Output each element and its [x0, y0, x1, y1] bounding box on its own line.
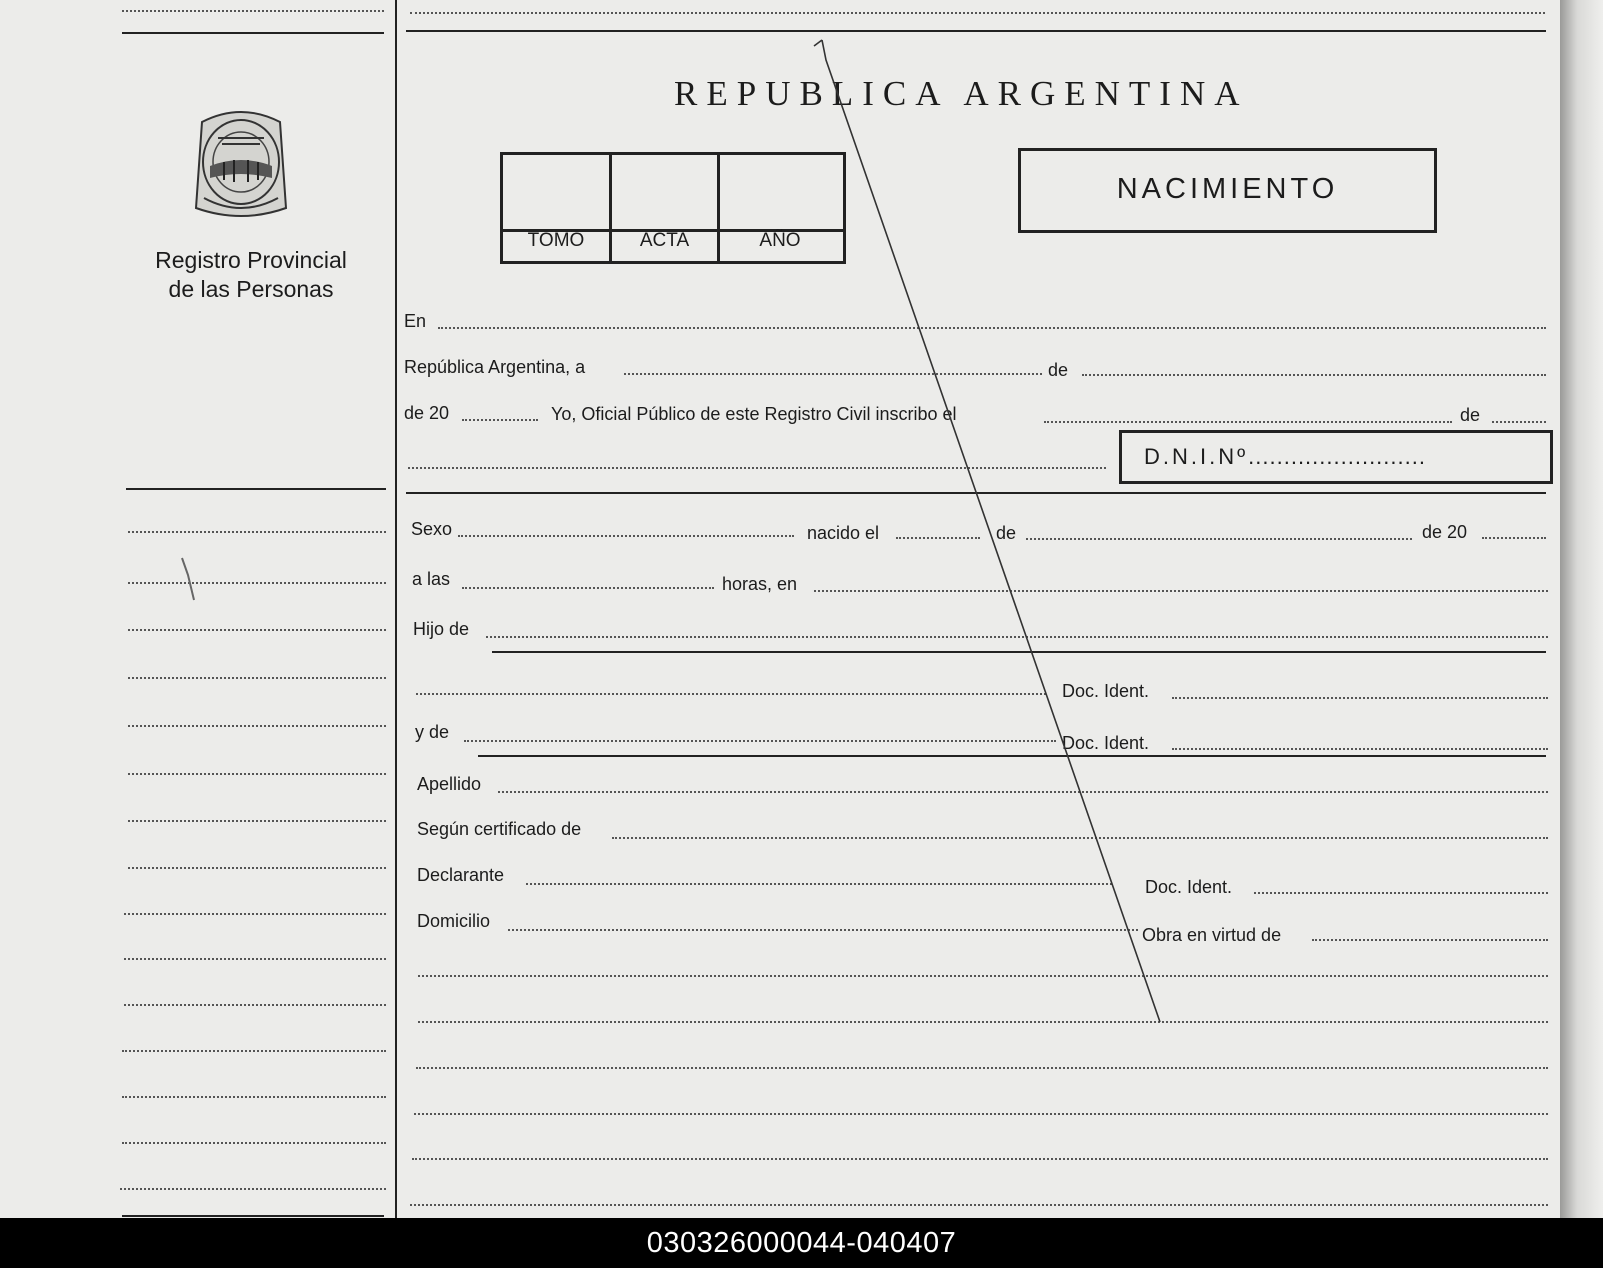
declarante-doc-field[interactable] [1254, 892, 1548, 894]
dni-lead-field[interactable] [408, 467, 1106, 469]
dni-box[interactable] [1119, 430, 1553, 484]
sexo-field[interactable] [458, 535, 794, 537]
top-dotted-left [122, 10, 384, 12]
top-rule-right [406, 30, 1546, 32]
apellido-label: Apellido [417, 774, 482, 794]
page-edge [1560, 0, 1603, 1218]
inscribo-de-field[interactable] [1492, 421, 1546, 423]
father-field[interactable] [486, 636, 1548, 638]
act-type-label: NACIMIENTO [1116, 173, 1339, 205]
nacido-label: nacido el [807, 523, 880, 543]
margin-line [128, 820, 386, 822]
obra-field[interactable] [1312, 939, 1548, 941]
declarante-field[interactable] [526, 883, 1112, 885]
registry-line-2: de las Personas [168, 276, 334, 302]
doc-ident-label: Doc. Ident. [1145, 877, 1233, 897]
month-field[interactable] [1082, 374, 1546, 376]
parents-rule-2 [478, 755, 1546, 757]
inscribo-field[interactable] [1044, 421, 1452, 423]
acta-label: ACTA [639, 230, 690, 251]
margin-line [124, 913, 386, 915]
a-las-label: a las [412, 569, 451, 589]
birth-year-field[interactable] [1482, 537, 1546, 539]
doc-ident-label: Doc. Ident. [1062, 681, 1150, 701]
birth-month-field[interactable] [1026, 538, 1412, 540]
y-de-label: y de [415, 722, 450, 742]
domicilio-field[interactable] [508, 929, 1138, 931]
notes-line[interactable] [410, 1204, 1548, 1206]
mother-field[interactable] [464, 740, 1056, 742]
republica-label: República Argentina, a [404, 357, 586, 377]
margin-line [124, 958, 386, 960]
place-field[interactable] [814, 590, 1548, 592]
margin-line [128, 725, 386, 727]
year-prefix-label: de 20 [404, 403, 450, 423]
hijo-label: Hijo de [413, 619, 470, 639]
certificado-field[interactable] [612, 837, 1548, 839]
father-line-2[interactable] [416, 693, 1046, 695]
margin-line [124, 1004, 386, 1006]
section-rule [406, 492, 1546, 494]
notes-line[interactable] [418, 1021, 1548, 1023]
sexo-label: Sexo [411, 519, 453, 539]
de-label: de [1048, 360, 1069, 380]
top-rule-left [122, 32, 384, 34]
de-label: de [1460, 405, 1481, 425]
en-label: En [404, 311, 427, 331]
tomo-label: TOMO [527, 230, 585, 251]
margin-line [128, 582, 386, 584]
declarante-label: Declarante [417, 865, 505, 885]
horas-label: horas, en [722, 574, 798, 594]
de-label: de [996, 523, 1017, 543]
registry-line-1: Registro Provincial [155, 247, 347, 273]
top-dotted-right [410, 12, 1545, 14]
obra-label: Obra en virtud de [1142, 925, 1282, 945]
year-field[interactable] [462, 419, 538, 421]
year-prefix-label: de 20 [1422, 522, 1468, 542]
birth-day-field[interactable] [896, 537, 980, 539]
domicilio-label: Domicilio [417, 911, 491, 931]
page-title: REPUBLICA ARGENTINA [674, 74, 1249, 113]
margin-line [128, 677, 386, 679]
margin-line [120, 1188, 386, 1190]
ano-label: AÑO [759, 230, 801, 251]
bottom-rule-left [122, 1215, 384, 1217]
notes-line[interactable] [418, 975, 1548, 977]
document-code: 030326000044-040407 [0, 1218, 1603, 1268]
en-field[interactable] [438, 327, 1546, 329]
notes-line[interactable] [416, 1067, 1548, 1069]
dni-label: D.N.I.Nº [1144, 444, 1249, 469]
left-mid-rule [126, 488, 386, 490]
oficial-label: Yo, Oficial Público de este Registro Civil inscribo el [551, 404, 957, 424]
apellido-field[interactable] [498, 791, 1548, 793]
registry-name [120, 246, 382, 304]
father-doc-field[interactable] [1172, 697, 1548, 699]
misiones-seal-icon [188, 100, 294, 222]
margin-line [128, 773, 386, 775]
act-type-box [1018, 148, 1437, 233]
notes-line[interactable] [412, 1158, 1548, 1160]
margin-line [128, 867, 386, 869]
doc-ident-label: Doc. Ident. [1062, 733, 1150, 753]
margin-line [122, 1096, 386, 1098]
hour-field[interactable] [462, 587, 714, 589]
notes-line[interactable] [414, 1113, 1548, 1115]
column-divider [395, 0, 397, 1218]
margin-line [128, 531, 386, 533]
margin-line [128, 629, 386, 631]
parents-rule-1 [492, 651, 1546, 653]
day-field[interactable] [624, 373, 1042, 375]
margin-line [122, 1142, 386, 1144]
margin-line [122, 1050, 386, 1052]
segun-label: Según certificado de [417, 819, 582, 839]
mother-doc-field[interactable] [1172, 748, 1548, 750]
dni-dots: ......................... [1248, 444, 1426, 469]
